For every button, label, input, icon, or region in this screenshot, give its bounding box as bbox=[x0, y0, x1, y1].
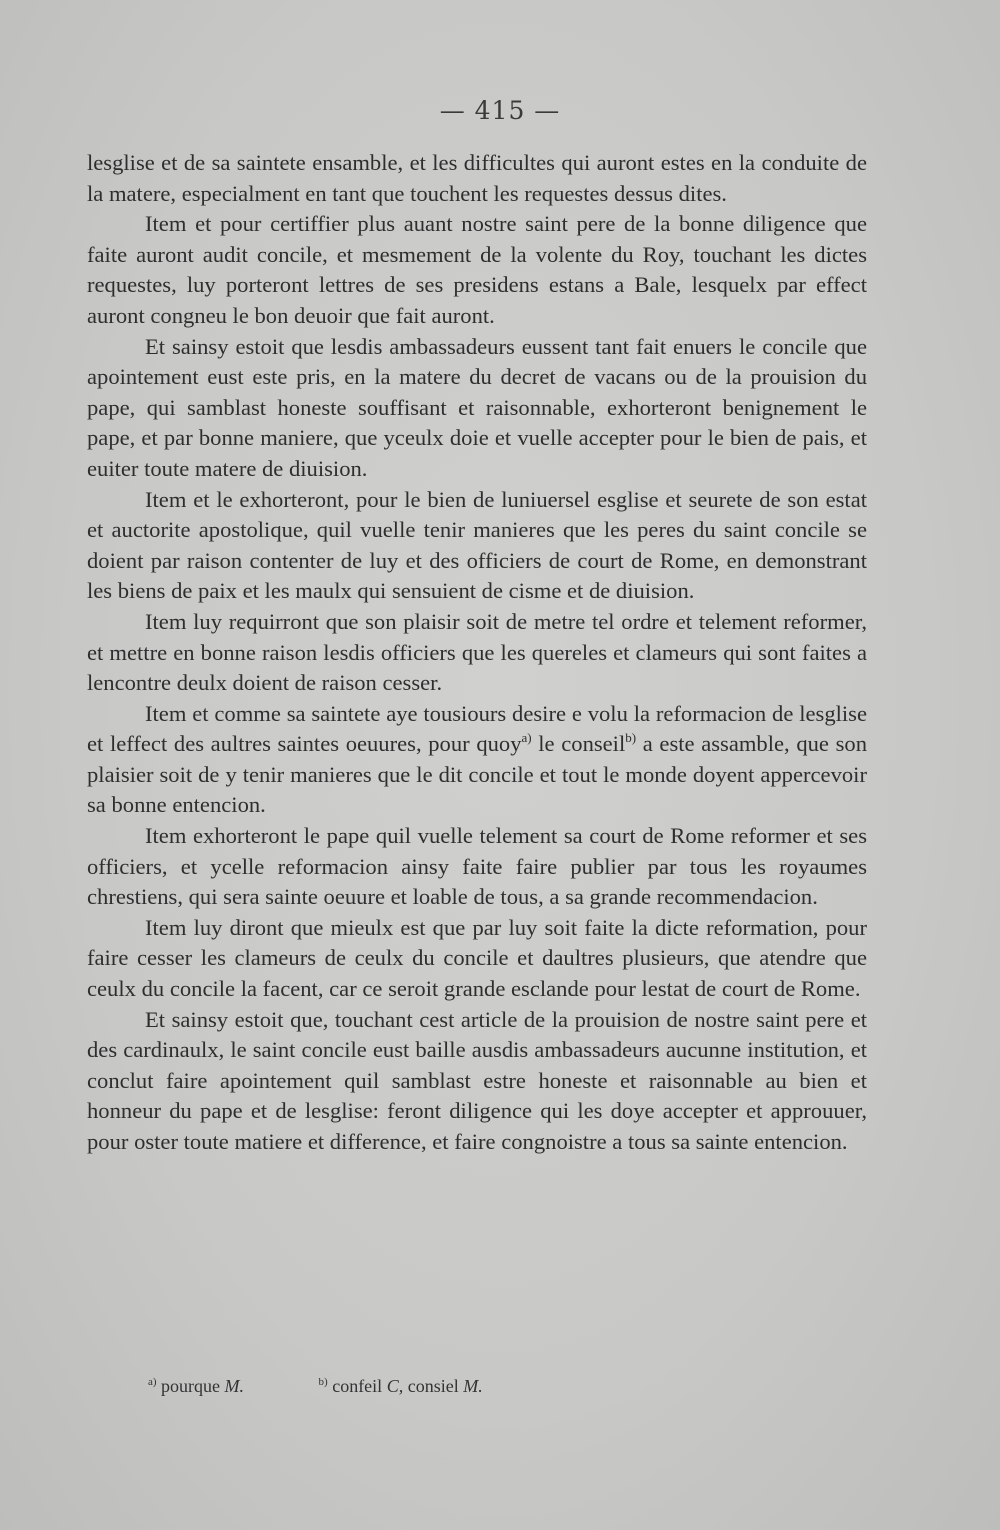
page-number-header: — 415 — bbox=[439, 96, 561, 125]
footnote-a-text: pourque bbox=[161, 1376, 221, 1396]
paragraph-1: lesglise et de sa saintete ensamble, et les difficultes qui auront estes en la conduite de la matere, especialment en tant que touchent les requestes dessus dites. bbox=[87, 150, 867, 206]
paragraph-5: Item luy requirront que son plaisir soit de metre tel ordre et telement reformer, et mettre en bonne raison lesdis officiers que les quereles et clameurs qui sont faites a lencontre deulx doient de raison cesser. bbox=[87, 608, 867, 696]
paragraph-6-part-1: Item et comme sa saintete aye tousiours desire e volu la reformacion de lesglise et leffect des aultres saintes oeuures, pour quoy bbox=[87, 700, 867, 757]
footnote-a bbox=[148, 1376, 244, 1396]
footnote-b-marker: b) bbox=[318, 1376, 328, 1388]
paragraph-3: Et sainsy estoit que lesdis ambassadeurs eussent tant fait enuers le concile que apointement eust este pris, en la matere du decret de vacans ou de la prouision du pape, qui samblast honeste souffisant et raisonnable, exhorteront benignement le pape, et par bonne maniere, que yceulx doie et vuelle accepter pour le bien de pais, et euiter toute matere de diuision. bbox=[87, 333, 867, 481]
footnote-b-text: confeil bbox=[332, 1376, 383, 1396]
footnote-b-siglum-2: M. bbox=[463, 1376, 483, 1396]
footnote-b bbox=[319, 1376, 483, 1396]
paragraph-6-part-3: a este assamble, que son plaisier soit de y tenir manieres que le dit concile et tout le monde doyent appercevoir sa bonne entencion. bbox=[87, 731, 867, 818]
footnote-ref-b: b) bbox=[625, 730, 637, 746]
main-text-block bbox=[87, 148, 867, 1158]
footnote-b-text-2: consiel bbox=[407, 1376, 459, 1396]
paragraph-4: Item et le exhorteront, pour le bien de luniuersel esglise et seurete de son estat et auctorite apostolique, quil vuelle tenir manieres que les peres du saint concile se doient par raison contenter de luy et des officiers de court de Rome, en demonstrant les biens de paix et les maulx qui sensuient de cisme et de diuision. bbox=[87, 486, 867, 604]
paragraph-7: Item exhorteront le pape quil vuelle telement sa court de Rome reformer et ses officiers, et ycelle reformacion ainsy faite faire publier par tous les royaumes chrestiens, qui sera sainte oeuure et loable de tous, a sa grande recommendacion. bbox=[87, 823, 867, 910]
footnote-b-siglum-1: C, bbox=[386, 1376, 404, 1396]
paragraph-6-part-2: le conseil bbox=[531, 731, 626, 757]
paragraph-2: Item et pour certiffier plus auant nostre saint pere de la bonne diligence que faite auront audit concile, et mesmement de la volente du Roy, touchant les dictes requestes, luy porteront lettres de ses presidens estans a Bale, lesquelx par effect auront congneu le bon deuoir que fait auront. bbox=[87, 211, 867, 328]
footnotes bbox=[148, 1376, 553, 1397]
footnote-ref-a: a) bbox=[521, 730, 532, 746]
paragraph-9: Et sainsy estoit que, touchant cest article de la prouision de nostre saint pere et des cardinaulx, le saint concile eust baille ausdis ambassadeurs aucunne institution, et conclut faire apointement quil samblast estre honeste et raisonnable au bien et honneur du pape et de lesglise: feront diligence qui les doye accepter et approuuer, pour oster toute matiere et difference, et faire congnoistre a tous sa sainte entencion. bbox=[87, 1006, 867, 1154]
paragraph-6 bbox=[87, 699, 867, 821]
footnote-a-siglum: M. bbox=[224, 1376, 245, 1396]
footnote-a-marker: a) bbox=[148, 1376, 157, 1388]
paragraph-8: Item luy diront que mieulx est que par luy soit faite la dicte reformation, pour faire cesser les clameurs de ceulx du concile et daultres plusieurs, que atendre que ceulx du concile la facent, car ce seroit grande esclande pour lestat de court de Rome. bbox=[87, 914, 867, 1002]
